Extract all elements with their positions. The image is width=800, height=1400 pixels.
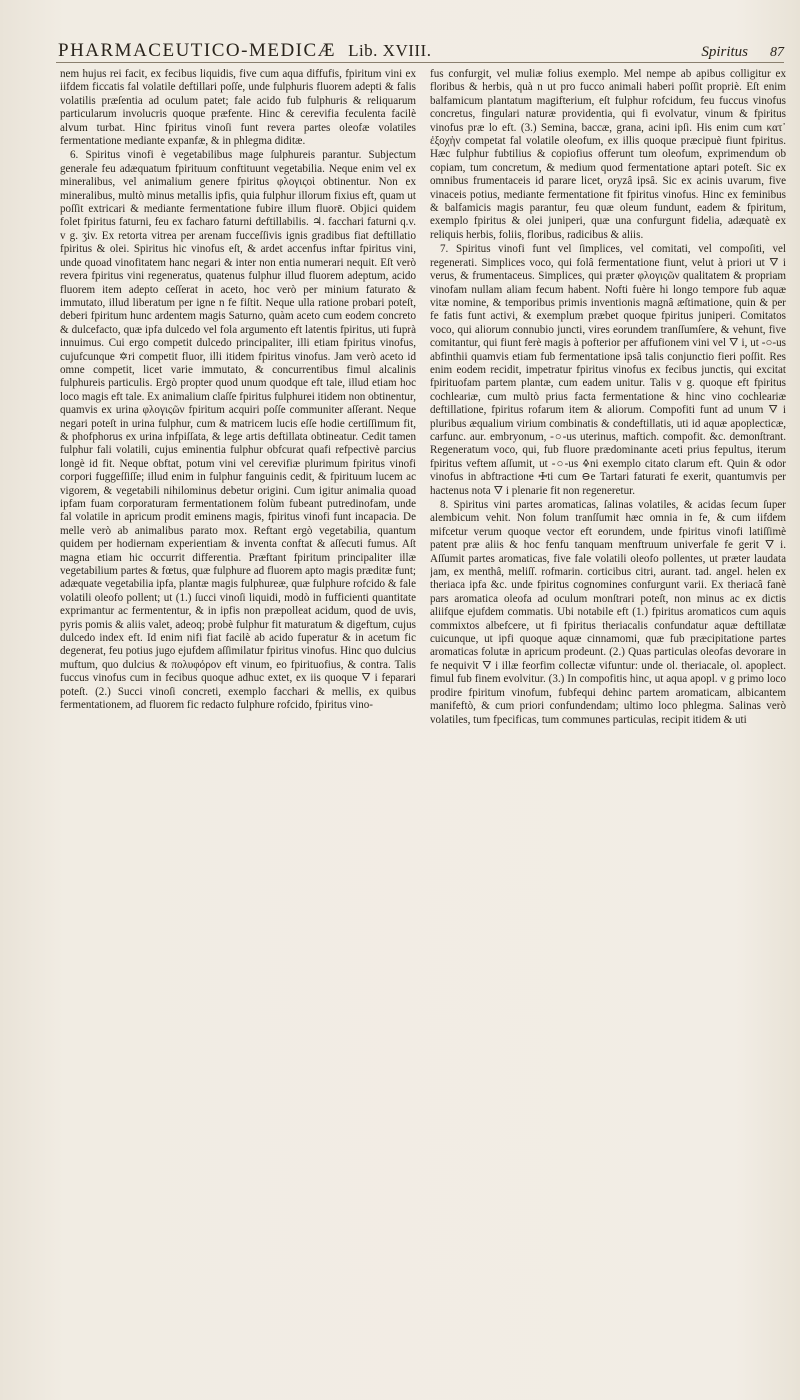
section-title: Spiritus [701, 44, 748, 60]
book-number: Lib. XVIII. [348, 41, 432, 60]
paragraph: 8. Spiritus vini partes aromaticas, ſalinas volatiles, & acidas ſecum ſuper alembicum vehit. Non folum tranſſumit hæc omnia in fe, & cum iifdem mifcetur verum quoque vector eft eorundem, unde fpiritus vinofi latiſſimè patent præ aliis & hoc fenfu tanquam menftruum univerfale fe gerit 🜄 i. Aſſumit partes aromaticas, five fale volatili oleofo pollentes, ut præter laudata jam, ex menthâ, meliſſ. rofmarin. corticibus citri, aurant. tad. angel. helen ex theriaca ipfa &c. unde fpiritus cognomines confurgunt varii. Ex theriacâ fanè pars aromatica oleofa ad oculum monſtrari poteſt, non minus ac ex dictis aliifque ejufdem commatis. Ubi notabile eft (1.) fpiritus aromaticos cum aquis commixtos albefcere, ut fi fpiritus theriacalis confundatur aquæ deftillatæ cuicunque, ut ipfi quoque aquæ cinnamomi, quæ fub præcipitatione partes aromaticas folutæ in apricum prodeunt. (2.) Quas particulas oleofas devorare in fe nequivit 🜄 i illæ feorfim collectæ vifuntur: unde ol. theriacale, ol. apoplect. fimul fub finem evolvitur. (3.) In compofitis hinc, ut aqua apopl. v g primo loco prodire fpiritum vinofum, fubfequi dehinc partem aromaticam, albicantem manifeftò, & cum priori confundendam; ultimo loco phlegma. Salinas verò volatiles, tum fpecificas, tum communes particulas, recipit itidem & uti [430, 499, 786, 726]
paragraph: 7. Spiritus vinofi funt vel ſimplices, vel comitati, vel compoſiti, vel regenerati. Simplices voco, qui folâ fermentatione fiunt, velut à priori ut 🜄 i verus, & frumentaceus. Simplices, qui præter φλογιςῶν qualitatem & propriam vinofam nullam aliam fecum habent. Nofti fuère hi longo tempore fub aquæ vitæ nomine, & temporibus primis inventionis magnâ æſtimatione, quin & per fe fatis funt activi, & exemplum præbet quoque fpiritus juniperi. Comitatos voco, qui aliorum connubio juncti, vires eorundem tranſſumſere, & vehunt, five comitantur, qui fiunt ferè magis à pofterior per affufionem vini vel 🜄 i, ut -○-us abfinthii quamvis etiam fub fermentatione ipsâ talis conjunctio fieri poſſit. Res enim eodem recidit, impetratur fpiritus vinofus ex fecibus junctis, qui excitat fpirituofam partem plantæ, cum eadem unitur. Talis v g. quoque eft fpiritus cochleariæ, cum multò prius facta fermentatione & hinc vino cochleariæ deftillatione, fpiritus rofarum item & aliorum. Compofiti funt ad unum 🜄 i pluribus æqualium virium combinatis & condeftillatis, uti id aquæ apoplecticæ, carfunc. aur. embryonum, -○-us uterinus, maftich. compofit. &c. demonſtrant. Regeneratum voco, qui, fub fluore prædominante aceti prius fepultus, iterum fpiritus veftem aſſumit, ut -○-us 🜍ni exemplo citato clarum eft. Quin & odor vinofus in abftractione 🜊ti cum ⊖e Tartari faturati fe exerit, quantumvis per hactenus nota 🜄 i plenarie fit non regeneretur. [430, 243, 786, 497]
paragraph: 6. Spiritus vinofi è vegetabilibus mage ſulphureis parantur. Subjectum generale feu adæquatum fpirituum conftituunt vegetabilia. Neque enim vel ex mineralibus, vel animalium genere fpiritus φλογιςοὶ obtinentur. Non ex mineralibus, multò minus metallis ipfis, quia fulphur illorum fixius eft, quam ut poſſit extricari & mediante fermentatione fubire illum fluorē. Objici quidem folet fpiritus faturni, feu ex facharo faturni deftillabilis. ♃. facchari faturni q.v. v g. ʒiv. Ex retorta vitrea per arenam fucceſſivis ignis gradibus fiat deftillatio fpiritus & olei. Spiritus hic vinofus eſt, & ardet accenfus inftar fpiritus vini, unde quoad vinofitatem hanc negari & inter non entia numerari nequit. Eſt verò revera fpiritus vini regeneratus, quatenus fulphur illud fluorem adeptum, acido fluorem item adepto ceſſerat in aceto, hoc verò per minium faturato & immutato, illud liberatum per igne n fe fiſtit. Neque ulla ratione probari poteſt, deberi fpiritum hunc ardentem magis Saturno, quàm aceto cum eodem concreto & dulcefacto, quæ ipfa dulcedo vel fola argumento eft latentis fpiritus, uti fuprà innuimus. Cui ergo competit dulcedo principaliter, illi etiam fpiritus vinofus, cujufcunque ✡ri competit fluor, illi itidem fpiritus vinofus. Jam verò aceto id omne competit, licet varie immutato, & concurrentibus fimul alcalinis fulphureis particulis. Ergò propter quod unum quodque eft tale, illud etiam hoc loco magis eft tale. Ex animalium claſſe fpiritus fulphurei itidem non obtinentur, quamvis ex urina φλογιςῶν fpiritum acquiri poſſe communiter aſſerant. Neque negari poteſt in urina fulphur, cum & matricem lucis eſſe hodie certiſſimum fit, & phofphorus ex urina infpiſſata, & lege artis deftillata obtineatur. Cedit tamen fulphur fali volatili, cujus eminentia fulphur obfcurat quafi refpectivè parcius longè id fit. Neque obftat, potum vini vel cerevifiæ plurimum fpiritus vinofi corpori fuggeſſiſſe; illud enim in fulphur fanguinis cedit, & fpirituum lucem ac vigorem, & vegetabili nihilominus debetur origini. Cum igitur animalia quoad ipfam fuam corporaturam fermentationem folùm fubeant putredinofam, unde fal volatile in apricum prodit eminens magis, fpiritus vinofi funt incapacia. De melle verò ab animalibus parato mox. Reftant ergò vegetabilia, quantum quidem per hodiernam experientiam & inventa conftat & aſſecuti fumus. Aſt magna etiam hic occurrit differentia. Præftant fpiritum principaliter illæ vegetabilium partes & fœtus, quæ fulphure ad fluorem apto magis præditæ funt; adæquate vegetabilia ipfa, plantæ magis fulphureæ, quæ fulphure rofcido & fale volatili oleofo pollent; ut (1.) ſucci vinoſi liquidi, modò in fufficienti quantitate exprimantur ac fermententur, & in ipfis non præpolleat acidum, quod de uvis, pyris pomis & aliis valet, adeoq; probè fulphur fit maturatum & digeftum, cujus dulcedo index eft. Id enim nifi fiat facilè ab acido fuperatur & in acetum fic degenerat, feu potius jugo ejufdem aſſimilatur fpiritus vinofus. Hinc quo dulcius muftum, quo dulcius & πολυφόρον eft vinum, eo fpirituofius, & contra. Talis fuccus vinofus cum in fecibus quoque adhuc extet, ex iis quoque 🜄 i feparari poteſt. (2.) Succi vinoſi concreti, exemplo facchari & mellis, ex quibus fermentationem, ad fluorem fic redacto fulphure rofcido, fpiritus vino- [60, 149, 416, 712]
text-columns [60, 68, 786, 1360]
header-rule [56, 62, 784, 63]
left-column [60, 68, 416, 1360]
paragraph: fus confurgit, vel muliæ folius exemplo. Mel nempe ab apibus colligitur ex floribus & herbis, quà n ut pro fucco animali haberi poſſit propriè. Eſt enim balfamicum plantatum magifterium, eſt fulphur rofcidum, feu fuccus vinofus concretus, fingulari naturæ providentia, qui fi evolvatur, vinum & fpiritus vinofus præ lo eft. (3.) Semina, baccæ, grana, acini ipſi. His enim cum κατ᾽ ἐξοχὴν competat fal volatile oleofum, ex illis quoque præcipuè fiunt fpiritus. Hæc fulphur fubtilius & copiofius offerunt tum oleofum, exprimendum ob copiam, tum concretum, & medium quod fermentatione aptari poteſt. Sic ex omnibus frumentaceis id parare licet, oryzâ ipsâ. Sic ex acinis uvarum, five vinaceis potius, mediante fermentatione fit fpiritus vinofus. Hinc ex feminibus & balfamicis magis parantur, feu quæ oleum fundunt, eadem & fpiritum, exemplo fpiritus & olei juniperi, quæ una confurgunt fidelia, adæquatè ex reliquis herbis, foliis, floribus, radicibus & aliis. [430, 68, 786, 241]
right-column [430, 68, 786, 1360]
paragraph: nem hujus rei facit, ex fecibus liquidis, five cum aqua diffufis, fpiritum vini ex iifdem ficcatis fal volatile deftillari poſſe, unde fulphuris fluorem adepti & falis volatilis præſentia ad oculum patet; fale acido fub fulphuris & reliquarum particularum involucris quoque præfente. Hinc & cerevifia feculenta facilè alvum turbat. Hinc fpiritus vinoſi funt revera partes oleofæ volatiles fermentatione mediante expanfæ, & in phlegma diditæ. [60, 68, 416, 148]
running-header [58, 40, 784, 62]
running-title: PHARMACEUTICO-MEDICÆ [58, 40, 337, 61]
page-number: 87 [770, 45, 784, 60]
